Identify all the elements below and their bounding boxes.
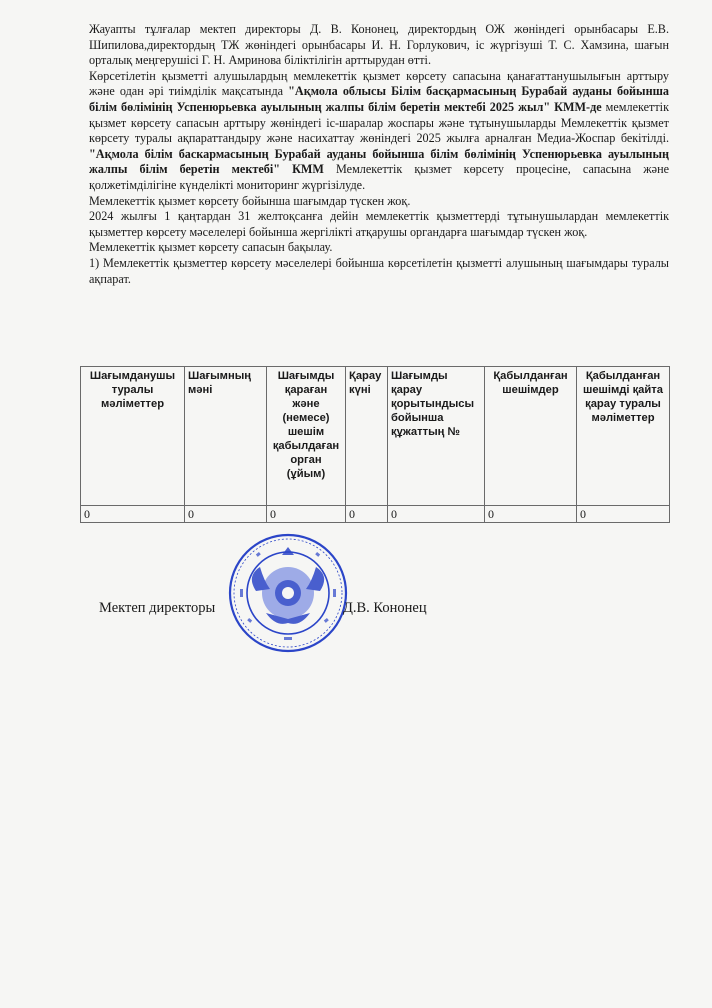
paragraph-measures-part-1: Көрсетілетін қызметті алушылардың мемлекеттік қызмет көрсету сапасына қанағаттанушылығын арттыру және одан әрі тиімділік мақсатында	[89, 68, 669, 99]
paragraph-quality-control: Мемлекеттік қызмет көрсету сапасын бақылау.	[89, 240, 333, 255]
body-text	[89, 22, 669, 287]
header-document-number: Шағымды қарау қорытындысы бойынша құжаттың №	[388, 367, 485, 506]
signature-line	[99, 600, 427, 617]
paragraph-qualification: Жауапты тұлғалар мектеп директоры Д. В. Кононец, директордың ОЖ жөніндегі орынбасары Е.В. Шипилова,директордың ТЖ жөніндегі орынбасары И. Н. Горлукович, іс жүргізуші Т. С. Хамзина, шағын орталық меңгерушісі Г. Н. Амринова біліктілігін арттырудан өтті.	[89, 22, 669, 68]
paragraph-measures-part-3: Мемлекеттік қызмет көрсету процесіне, сапасына және қолжетімділігіне күнделікті мониторинг жүргізілуде.	[89, 162, 670, 192]
table-row	[81, 506, 670, 523]
header-complainant-info: Шағымданушы туралы мәліметтер	[81, 367, 185, 506]
header-decisions: Қабылданған шешімдер	[485, 367, 577, 506]
header-reviewing-body: Шағымды қараған және (немесе) шешім қабылдаған орган (ұйым)	[267, 367, 346, 506]
signatory-name: Д.В. Кононец	[343, 600, 427, 616]
paragraph-measures	[89, 69, 669, 194]
table-cell: 0	[185, 506, 267, 523]
table-cell: 0	[388, 506, 485, 523]
signatory-role: Мектеп директоры	[99, 600, 216, 616]
table-cell: 0	[81, 506, 185, 523]
table-cell: 0	[346, 506, 388, 523]
header-decision-review: Қабылданған шешімді қайта қарау туралы мәліметтер	[577, 367, 670, 506]
header-complaint-subject: Шағымның мәні	[185, 367, 267, 506]
complaints-table	[80, 366, 670, 523]
paragraph-measures-part-2: мемлекеттік қызмет көрсету сапасын арттыру жөніндегі іс-шаралар жоспары және тұтынушыларды Мемлекеттік қызмет көрсету туралы ақпараттандыру және насихаттау жөніндегі 2025 жылға арналған Медиа-Жоспар бекітілді.	[89, 99, 669, 146]
paragraph-complaints-info: 1) Мемлекеттік қызметтер көрсету мәселелері бойынша көрсетілетін қызметті алушының шағымдары туралы ақпарат.	[89, 255, 669, 286]
table-cell: 0	[267, 506, 346, 523]
table-cell: 0	[485, 506, 577, 523]
table-header-row	[81, 367, 670, 506]
table-cell: 0	[577, 506, 670, 523]
paragraph-measures-org-name: "Ақмола облысы Білім басқармасының Бурабай ауданы бойынша білім бөлімінің Успенюрьевка ауылының жалпы білім беретін мектебі 2025 жыл" КММ-де	[89, 84, 669, 114]
paragraph-measures-org-name-2: "Ақмола білім баскармасының Бурабай ауданы бойынша білім бөлімінің Успенюрьевка ауылының жалпы білім беретін мектебі" КММ	[89, 146, 669, 177]
paragraph-period: 2024 жылғы 1 қаңтардан 31 желтоқсанға дейін мемлекеттік қызметтерді тұтынушылардан мемлекеттік қызметтер көрсету мәселелері бойынша жергілікті атқарушы органдарға шағымдар түскен жоқ.	[89, 209, 669, 239]
paragraph-no-complaints: Мемлекеттік қызмет көрсету бойынша шағымдар түскен жоқ.	[89, 193, 411, 208]
header-review-date: Қарау күні	[346, 367, 388, 506]
official-seal-stamp	[226, 531, 350, 655]
